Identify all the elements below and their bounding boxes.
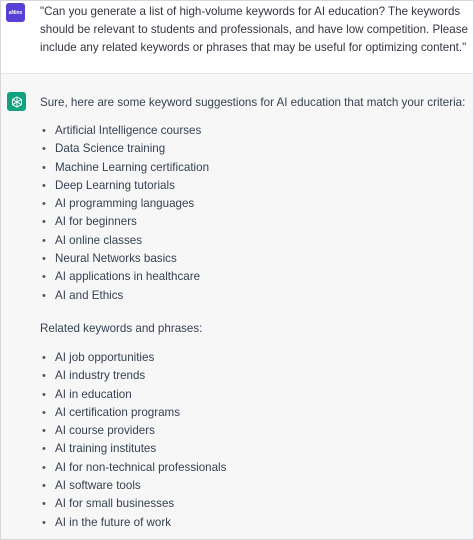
bullet: • (42, 253, 46, 266)
bullet: • (42, 461, 46, 474)
bullet: • (42, 443, 46, 456)
bullet: • (42, 143, 46, 156)
keyword-text: AI applications in healthcare (55, 270, 201, 284)
related-keyword-text: AI training institutes (55, 442, 157, 456)
list-item (40, 367, 226, 385)
related-heading: Related keywords and phrases: (40, 322, 203, 335)
keyword-text: Machine Learning certification (55, 160, 210, 174)
list-item (40, 195, 209, 213)
list-item (40, 232, 209, 250)
bullet: • (42, 234, 46, 247)
related-keyword-text: AI for small businesses (55, 497, 175, 511)
keyword-list (40, 122, 209, 305)
bullet: • (42, 406, 46, 419)
related-keyword-list (40, 349, 226, 532)
list-item (40, 268, 209, 286)
list-item (40, 440, 226, 458)
related-keyword-text: AI for non-technical professionals (55, 460, 227, 474)
bullet: • (42, 198, 46, 211)
related-keyword-text: AI in the future of work (55, 515, 171, 529)
list-item (40, 250, 209, 268)
assistant-intro: Sure, here are some keyword suggestions for AI education that match your criteria: (40, 96, 466, 109)
related-keyword-text: AI industry trends (55, 369, 146, 383)
keyword-text: Neural Networks basics (55, 252, 177, 266)
keyword-text: AI programming languages (55, 197, 195, 211)
related-keyword-text: AI certification programs (55, 405, 181, 419)
list-item (40, 159, 209, 177)
list-item (40, 386, 226, 404)
list-item (40, 122, 209, 140)
user-avatar-label: aNinx (8, 9, 23, 16)
keyword-text: Deep Learning tutorials (55, 178, 175, 192)
list-item (40, 404, 226, 422)
related-keyword-text: AI course providers (55, 424, 155, 438)
bullet: • (42, 161, 46, 174)
keyword-text: AI for beginners (55, 215, 137, 229)
bullet: • (42, 289, 46, 302)
list-item (40, 213, 209, 231)
openai-logo-icon (7, 92, 26, 111)
keyword-text: AI online classes (55, 233, 142, 247)
list-item (40, 477, 226, 495)
related-keyword-text: AI in education (55, 387, 132, 401)
user-avatar-icon (6, 3, 25, 22)
list-item (40, 495, 226, 513)
list-item (40, 287, 209, 305)
bullet: • (42, 352, 46, 364)
bullet: • (42, 125, 46, 137)
user-prompt-text: "Can you generate a list of high-volume keywords for AI education? The keywords should be relevant to students and professionals, and have low competition. Please include any related keywords or phrases that may be useful for optimizing content." (40, 5, 468, 54)
bullet: • (42, 179, 46, 192)
related-keyword-text: AI software tools (55, 479, 141, 493)
list-item (40, 422, 226, 440)
keyword-text: Artificial Intelligence courses (55, 124, 202, 137)
bullet: • (42, 388, 46, 401)
keyword-text: AI and Ethics (55, 288, 124, 302)
bullet: • (42, 216, 46, 229)
bullet: • (42, 271, 46, 284)
related-keyword-text: AI job opportunities (55, 351, 155, 364)
bullet: • (42, 425, 46, 438)
bullet: • (42, 480, 46, 493)
bullet: • (42, 516, 46, 529)
user-message (1, 1, 473, 74)
list-item (40, 349, 226, 367)
keyword-text: Data Science training (55, 142, 166, 156)
list-item (40, 177, 209, 195)
bullet: • (42, 498, 46, 511)
assistant-message (1, 74, 473, 539)
list-item (40, 459, 226, 477)
list-item (40, 514, 226, 532)
bullet: • (42, 370, 46, 383)
list-item (40, 140, 209, 158)
